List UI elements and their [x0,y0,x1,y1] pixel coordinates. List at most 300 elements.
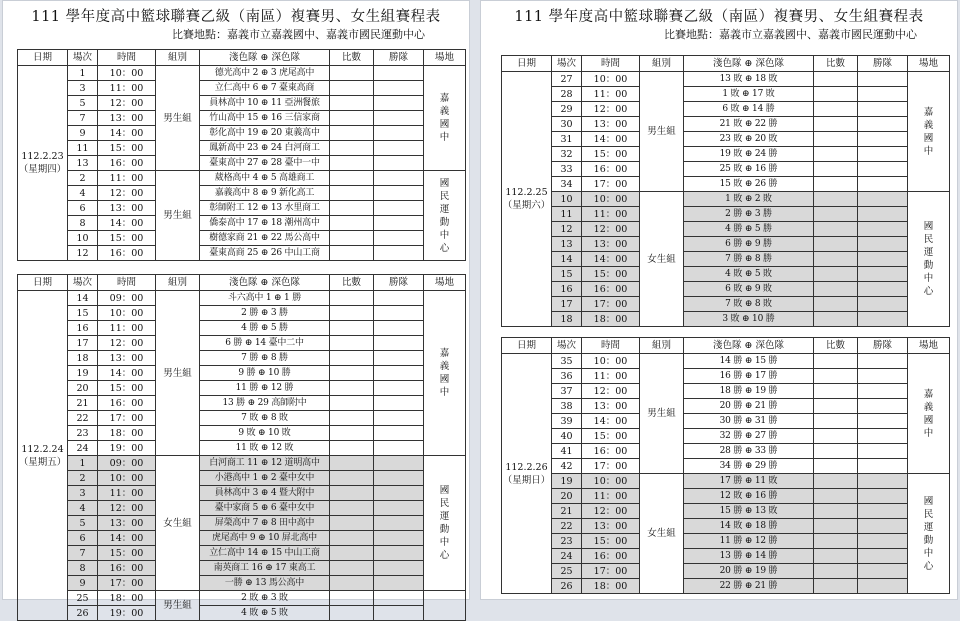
table-row [18,336,466,351]
winner-cell [858,222,908,237]
table-row [18,546,466,561]
table-row [18,186,466,201]
table-row [18,426,466,441]
matchup: 7 敗 ⊕ 8 敗 [684,297,814,312]
game-number: 40 [552,429,582,444]
game-number: 12 [68,246,98,261]
table-row [502,222,950,237]
venue-char: 義 [439,361,450,372]
matchup: 9 勝 ⊕ 10 勝 [200,366,330,381]
header-matchup: 淺色隊 ⊕ 深色隊 [684,56,814,72]
game-number: 42 [552,459,582,474]
winner-cell [374,606,424,621]
score-cell [814,237,858,252]
winner-cell [858,162,908,177]
game-number: 22 [552,519,582,534]
score-cell [330,486,374,501]
header-score: 比數 [814,56,858,72]
matchup: 21 敗 ⊕ 22 勝 [684,117,814,132]
game-time: 13：00 [582,237,640,252]
weekday-text: （星期四） [18,164,67,175]
game-number: 9 [68,126,98,141]
table-row [502,489,950,504]
matchup: 20 勝 ⊕ 21 勝 [684,399,814,414]
score-cell [330,456,374,471]
winner-cell [374,426,424,441]
game-time: 18：00 [98,426,156,441]
winner-cell [374,111,424,126]
game-time: 10：00 [582,72,640,87]
score-cell [330,501,374,516]
game-time: 09：00 [98,291,156,306]
matchup: 彰化高中 19 ⊕ 20 東義高中 [200,126,330,141]
header-date: 日期 [502,56,552,72]
table-row [502,519,950,534]
header-row [18,275,466,291]
header-group: 組別 [156,275,200,291]
venue-char: 心 [923,560,934,572]
score-cell [814,564,858,579]
table-row [502,474,950,489]
game-time: 11：00 [582,207,640,222]
header-row [502,338,950,354]
game-time: 10：00 [98,306,156,321]
game-time: 11：00 [98,486,156,501]
score-cell [330,171,374,186]
header-score: 比數 [330,50,374,66]
table-row [502,132,950,147]
winner-cell [858,237,908,252]
game-number: 31 [552,132,582,147]
game-number: 37 [552,384,582,399]
winner-cell [374,396,424,411]
table-row [18,231,466,246]
header-winner: 勝隊 [374,275,424,291]
matchup: 34 勝 ⊕ 29 勝 [684,459,814,474]
matchup: 白河商工 11 ⊕ 12 道明高中 [200,456,330,471]
venue-cell [908,72,950,192]
game-time: 12：00 [98,501,156,516]
venue-char: 中 [923,145,934,157]
game-number: 17 [68,336,98,351]
score-cell [814,312,858,327]
game-time: 10：00 [582,354,640,369]
winner-cell [858,72,908,87]
matchup: 15 敗 ⊕ 26 勝 [684,177,814,192]
game-time: 15：00 [98,141,156,156]
header-game: 場次 [68,50,98,66]
score-cell [330,291,374,306]
game-time: 09：00 [98,456,156,471]
game-number: 41 [552,444,582,459]
table-row [18,501,466,516]
matchup: 4 勝 ⊕ 5 勝 [684,222,814,237]
group-label: 女生組 [640,192,684,327]
game-number: 19 [68,366,98,381]
game-number: 17 [552,297,582,312]
score-cell [330,426,374,441]
game-number: 6 [68,201,98,216]
game-number: 21 [68,396,98,411]
game-time: 16：00 [98,396,156,411]
game-number: 7 [68,546,98,561]
score-cell [814,102,858,117]
weekday-text: （星期五） [18,456,67,468]
winner-cell [374,216,424,231]
score-cell [814,459,858,474]
score-cell [330,411,374,426]
winner-cell [858,369,908,384]
score-cell [814,549,858,564]
game-time: 12：00 [98,336,156,351]
score-cell [814,504,858,519]
header-game: 場次 [68,275,98,291]
venue-char: 義 [923,401,934,413]
table-row [18,291,466,306]
venue-char: 嘉 [439,93,450,104]
matchup: 13 敗 ⊕ 18 敗 [684,72,814,87]
matchup: 12 敗 ⊕ 16 勝 [684,489,814,504]
game-time: 15：00 [582,267,640,282]
matchup: 員林高中 3 ⊕ 4 暨大附中 [200,486,330,501]
score-cell [814,429,858,444]
game-number: 15 [68,306,98,321]
matchup: 葳格高中 4 ⊕ 5 高雄商工 [200,171,330,186]
winner-cell [374,591,424,606]
table-row [502,252,950,267]
matchup: 屏榮高中 7 ⊕ 8 田中高中 [200,516,330,531]
game-time: 18：00 [582,312,640,327]
game-time: 15：00 [582,429,640,444]
venue-char: 國 [923,414,934,426]
winner-cell [374,381,424,396]
matchup: 13 勝 ⊕ 14 勝 [684,549,814,564]
score-cell [814,354,858,369]
matchup: 6 勝 ⊕ 14 臺中二中 [200,336,330,351]
matchup: 4 敗 ⊕ 5 敗 [684,267,814,282]
winner-cell [374,366,424,381]
game-number: 23 [68,426,98,441]
venue-char: 動 [923,260,934,271]
winner-cell [374,501,424,516]
score-cell [814,384,858,399]
game-time: 16：00 [582,549,640,564]
game-number: 4 [68,501,98,516]
venue-cell [908,192,950,327]
matchup: 鳳新高中 23 ⊕ 24 白河商工 [200,141,330,156]
matchup: 13 勝 ⊕ 29 高師附中 [200,396,330,411]
winner-cell [374,126,424,141]
table-row [502,267,950,282]
date-cell [502,72,552,327]
game-time: 17：00 [98,411,156,426]
score-cell [814,474,858,489]
matchup: 一勝 ⊕ 13 馬公高中 [200,576,330,591]
winner-cell [858,429,908,444]
venue-char: 民 [923,234,934,245]
winner-cell [858,267,908,282]
game-number: 9 [68,576,98,591]
game-time: 16：00 [582,282,640,297]
game-number: 20 [552,489,582,504]
table-row [18,411,466,426]
header-winner: 勝隊 [374,50,424,66]
game-number: 5 [68,516,98,531]
winner-cell [858,519,908,534]
score-cell [330,141,374,156]
venue-cell [424,456,466,591]
score-cell [814,489,858,504]
header-time: 時間 [582,56,640,72]
game-time: 15：00 [582,147,640,162]
score-cell [814,72,858,87]
winner-cell [858,354,908,369]
score-cell [330,471,374,486]
date-cell [18,291,68,621]
date-text: 112.2.24 [21,443,64,455]
header-time: 時間 [582,338,640,354]
game-time: 14：00 [98,531,156,546]
venue-char: 心 [439,550,450,561]
winner-cell [374,171,424,186]
table-row [502,369,950,384]
game-number: 4 [68,186,98,201]
matchup: 1 敗 ⊕ 17 敗 [684,87,814,102]
venue-char: 國 [439,119,450,130]
game-time: 12：00 [98,96,156,111]
table-row [502,162,950,177]
header-venue: 場地 [424,275,466,291]
game-number: 26 [68,606,98,621]
winner-cell [858,564,908,579]
venue-char: 民 [439,190,450,202]
table-row [502,147,950,162]
winner-cell [374,486,424,501]
winner-cell [374,456,424,471]
game-number: 16 [552,282,582,297]
matchup: 4 敗 ⊕ 5 敗 [200,606,330,621]
matchup: 6 勝 ⊕ 9 勝 [684,237,814,252]
header-row [18,50,466,66]
header-matchup: 淺色隊 ⊕ 深色隊 [200,275,330,291]
winner-cell [374,306,424,321]
game-number: 26 [552,579,582,594]
matchup: 僑泰高中 17 ⊕ 18 潮州高中 [200,216,330,231]
table-row [18,126,466,141]
game-number: 8 [68,561,98,576]
venue-char: 中 [923,427,934,439]
game-time: 17：00 [582,177,640,192]
game-number: 11 [68,141,98,156]
winner-cell [374,411,424,426]
date-cell [18,66,68,261]
group-label: 男生組 [640,72,684,192]
game-number: 18 [552,312,582,327]
winner-cell [374,156,424,171]
venue-char: 國 [439,374,450,385]
game-number: 2 [68,471,98,486]
winner-cell [858,534,908,549]
game-number: 11 [552,207,582,222]
matchup: 6 敗 ⊕ 9 敗 [684,282,814,297]
winner-cell [858,207,908,222]
venue-char: 義 [439,106,450,117]
score-cell [330,561,374,576]
score-cell [814,192,858,207]
table-row [502,72,950,87]
venue-char: 中 [923,547,934,559]
winner-cell [374,246,424,261]
winner-cell [858,474,908,489]
winner-cell [374,351,424,366]
table-row [18,471,466,486]
game-number: 32 [552,147,582,162]
header-venue: 場地 [908,56,950,72]
score-cell [330,111,374,126]
schedule-table-feb24 [17,274,466,621]
winner-cell [858,414,908,429]
venue-line: 比賽地點：嘉義市立嘉義國中、嘉義市國民運動中心 [172,28,425,41]
game-number: 6 [68,531,98,546]
game-time: 10：00 [582,192,640,207]
game-number: 23 [552,534,582,549]
game-number: 27 [552,72,582,87]
table-row [502,399,950,414]
winner-cell [374,141,424,156]
game-time: 11：00 [98,171,156,186]
winner-cell [374,186,424,201]
table-row [502,459,950,474]
game-time: 16：00 [98,156,156,171]
game-number: 30 [552,117,582,132]
game-time: 15：00 [582,534,640,549]
venue-char: 運 [923,521,934,533]
game-number: 2 [68,171,98,186]
game-number: 1 [68,66,98,81]
venue-char: 國 [439,485,450,496]
matchup: 14 敗 ⊕ 18 勝 [684,519,814,534]
winner-cell [858,312,908,327]
table-row [18,171,466,186]
winner-cell [374,321,424,336]
game-time: 14：00 [582,132,640,147]
table-row [18,306,466,321]
game-time: 10：00 [98,471,156,486]
group-label: 男生組 [156,591,200,621]
header-date: 日期 [18,50,68,66]
table-row [502,192,950,207]
matchup: 14 勝 ⊕ 15 勝 [684,354,814,369]
header-winner: 勝隊 [858,338,908,354]
game-number: 1 [68,456,98,471]
score-cell [814,117,858,132]
game-time: 14：00 [582,414,640,429]
game-time: 18：00 [98,591,156,606]
game-time: 15：00 [98,381,156,396]
schedule-table-feb26 [501,337,950,594]
table-row [18,531,466,546]
matchup: 南英商工 16 ⊕ 17 東高工 [200,561,330,576]
game-time: 13：00 [582,117,640,132]
score-cell [330,306,374,321]
venue-cell [908,474,950,594]
table-row [502,429,950,444]
game-number: 3 [68,486,98,501]
game-time: 13：00 [582,399,640,414]
table-row [18,591,466,606]
matchup: 彰師附工 12 ⊕ 13 水里商工 [200,201,330,216]
score-cell [330,336,374,351]
matchup: 員林高中 10 ⊕ 11 亞洲餐旅 [200,96,330,111]
header-game: 場次 [552,56,582,72]
game-time: 15：00 [98,231,156,246]
winner-cell [858,102,908,117]
score-cell [814,177,858,192]
score-cell [814,369,858,384]
venue-char: 運 [439,511,450,522]
table-row [502,87,950,102]
matchup: 23 敗 ⊕ 20 敗 [684,132,814,147]
table-row [502,177,950,192]
score-cell [330,591,374,606]
matchup: 1 敗 ⊕ 2 敗 [684,192,814,207]
game-time: 19：00 [98,606,156,621]
venue-char: 運 [439,203,450,215]
matchup: 15 勝 ⊕ 13 敗 [684,504,814,519]
table-row [18,396,466,411]
table-row [502,297,950,312]
score-cell [330,96,374,111]
game-number: 20 [68,381,98,396]
schedule-table-feb23 [17,49,466,261]
table-row [18,441,466,456]
venue-char: 動 [439,216,450,228]
group-label: 女生組 [640,474,684,594]
matchup: 9 敗 ⊕ 10 敗 [200,426,330,441]
winner-cell [374,516,424,531]
venue-char: 嘉 [923,106,934,118]
game-time: 13：00 [98,201,156,216]
venue-char: 心 [439,242,450,254]
game-time: 12：00 [582,222,640,237]
header-group: 組別 [640,56,684,72]
schedule-page-left [2,0,470,619]
winner-cell [374,561,424,576]
table-row [18,516,466,531]
table-row [502,564,950,579]
score-cell [330,81,374,96]
winner-cell [374,96,424,111]
game-time: 13：00 [98,351,156,366]
matchup: 竹山高中 15 ⊕ 16 三信家商 [200,111,330,126]
winner-cell [858,252,908,267]
matchup: 4 勝 ⊕ 5 勝 [200,321,330,336]
score-cell [330,156,374,171]
winner-cell [858,117,908,132]
score-cell [814,579,858,594]
game-number: 14 [68,291,98,306]
score-cell [330,576,374,591]
score-cell [814,207,858,222]
game-time: 18：00 [582,579,640,594]
game-time: 14：00 [98,216,156,231]
matchup: 德光高中 2 ⊕ 3 虎尾高中 [200,66,330,81]
game-number: 25 [552,564,582,579]
header-date: 日期 [502,338,552,354]
game-number: 24 [552,549,582,564]
score-cell [814,252,858,267]
table-row [18,456,466,471]
